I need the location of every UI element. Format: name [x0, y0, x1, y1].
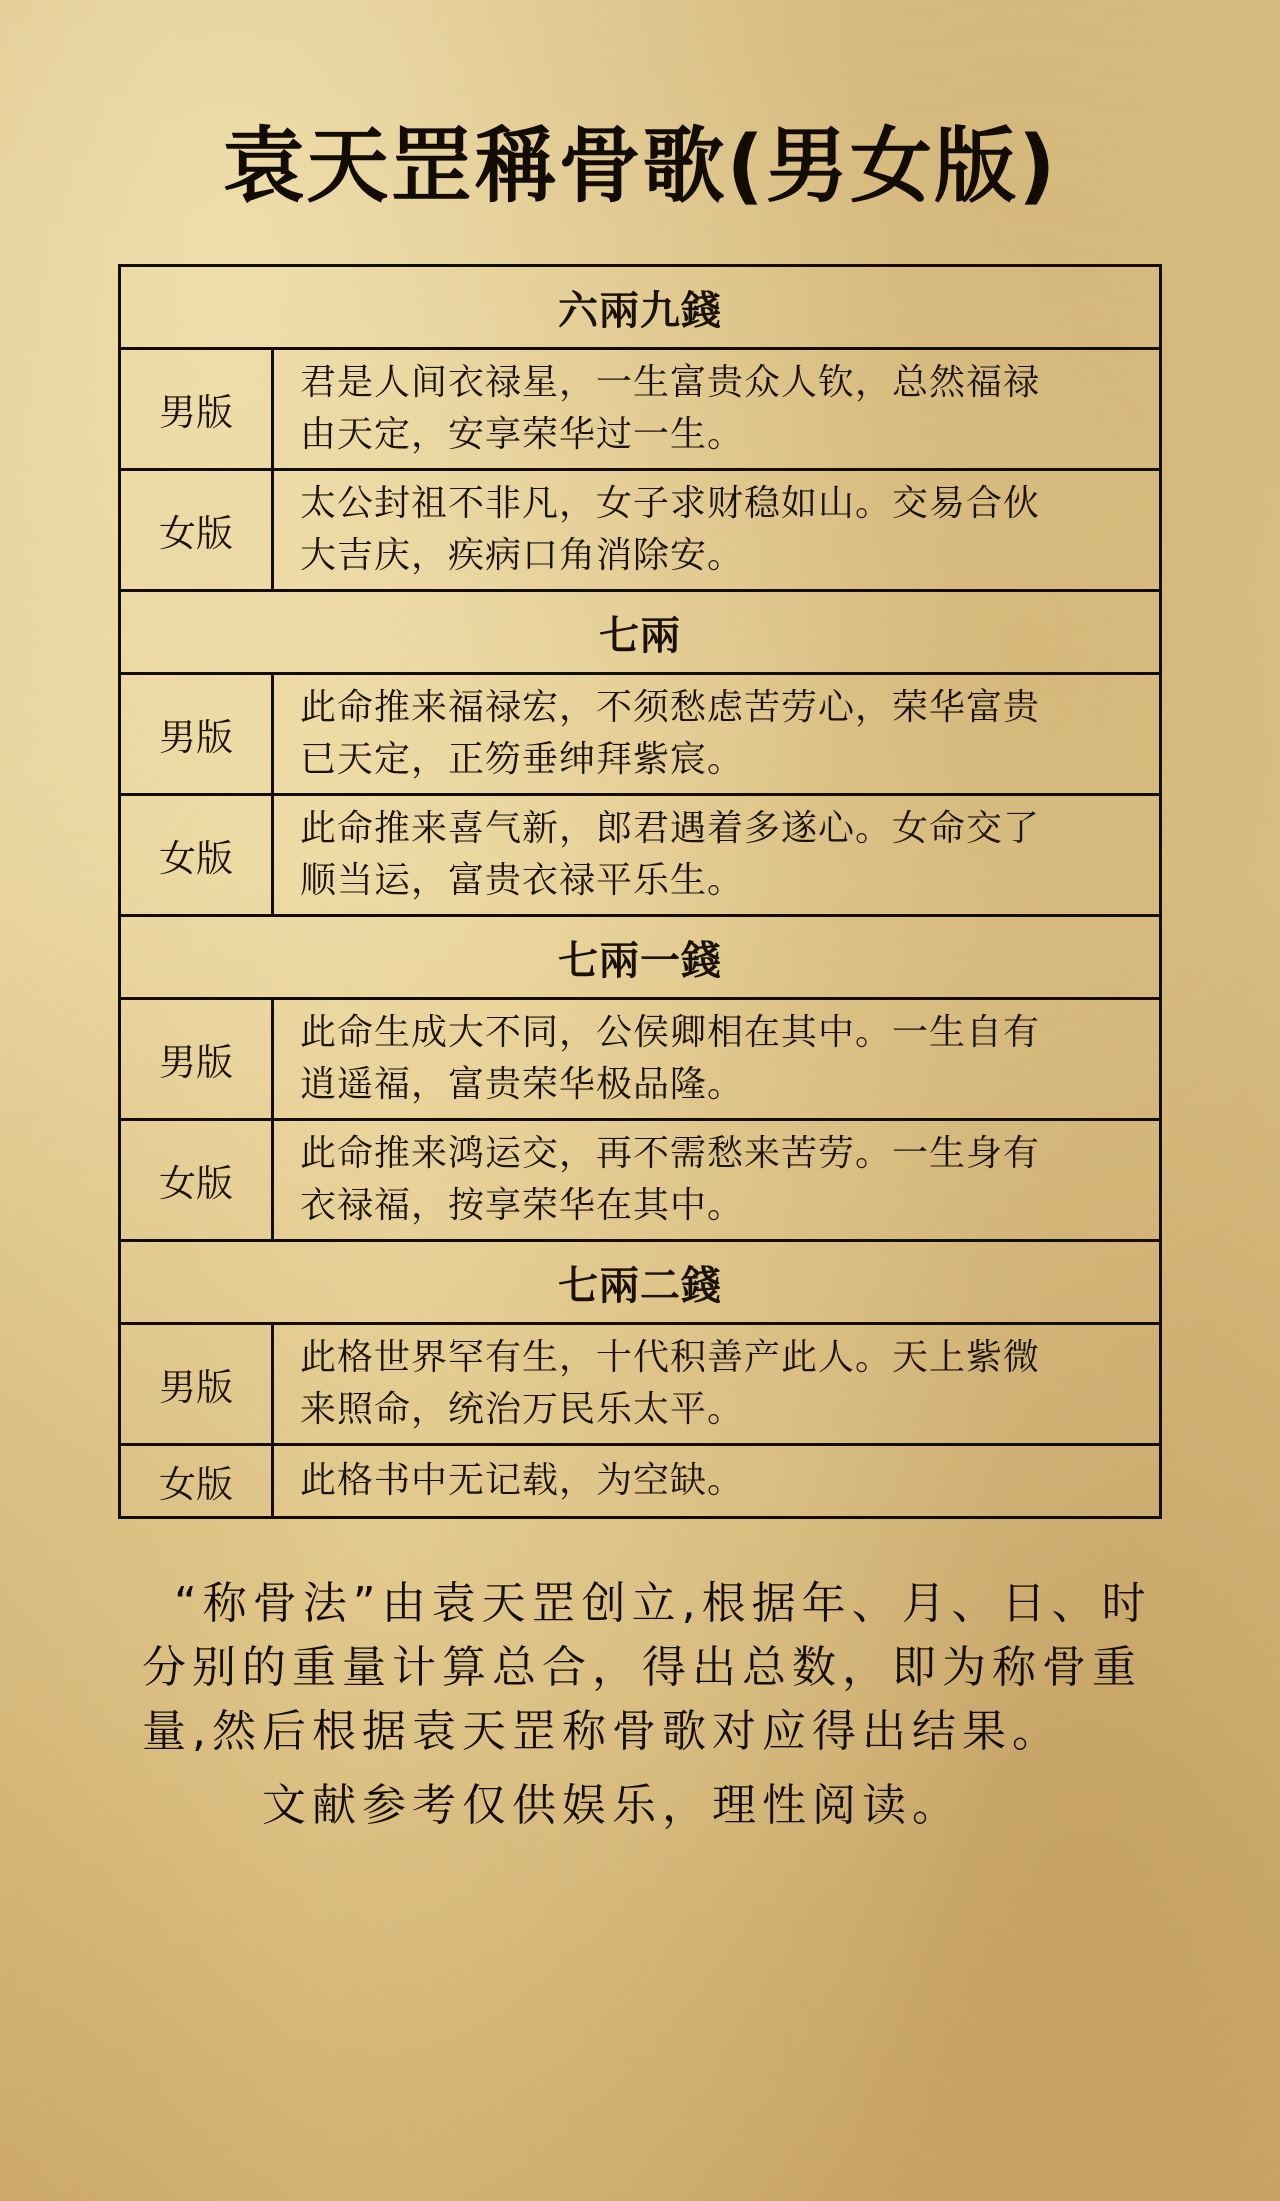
disclaimer-paragraph: 文献参考仅供娱乐，理性阅读。: [262, 1780, 962, 1831]
row-label-female: 女版: [121, 1446, 274, 1516]
section-header: 七兩: [121, 592, 1159, 675]
table-row: [121, 1446, 1159, 1516]
row-verse: [274, 675, 1159, 793]
table-row: [121, 350, 1159, 471]
row-verse: [274, 1325, 1159, 1443]
verse-line: 顺当运，富贵衣禄平乐生。: [300, 860, 745, 901]
verse-line: 太公封祖不非凡，女子求财稳如山。交易合伙: [300, 483, 1041, 524]
row-label-female: 女版: [121, 471, 274, 589]
section-header: 七兩二錢: [121, 1242, 1159, 1325]
row-verse: [274, 471, 1159, 589]
table-row: [121, 675, 1159, 796]
verse-line: 此命推来鸿运交，再不需愁来苦劳。一生身有: [300, 1133, 1041, 1174]
table-row: [121, 1325, 1159, 1446]
row-label-male: 男版: [121, 675, 274, 793]
verse-line: 君是人间衣禄星，一生富贵众人钦，总然福禄: [300, 362, 1041, 403]
table-row: [121, 1121, 1159, 1242]
row-label-male: 男版: [121, 1000, 274, 1118]
row-verse: [274, 350, 1159, 468]
verse-line: 此命生成大不同，公侯卿相在其中。一生自有: [300, 1012, 1041, 1053]
row-label-male: 男版: [121, 1325, 274, 1443]
verse-line: 逍遥福，富贵荣华极品隆。: [300, 1064, 745, 1105]
table-row: [121, 1000, 1159, 1121]
verse-line: 来照命，统治万民乐太平。: [300, 1389, 745, 1430]
verse-line: 大吉庆，疾病口角消除安。: [300, 535, 745, 576]
weight-table: [118, 264, 1162, 1519]
section-header: 七兩一錢: [121, 917, 1159, 1000]
verse-line: 此格书中无记载，为空缺。: [300, 1460, 745, 1501]
explanation-note: [142, 1572, 1152, 1838]
verse-line: 此命推来福禄宏，不须愁虑苦劳心，荣华富贵: [300, 687, 1041, 728]
verse-line: 衣禄福，按享荣华在其中。: [300, 1185, 745, 1226]
note-paragraph: “称骨法”由袁天罡创立,根据年、月、日、时分别的重量计算总合，得出总数，即为称骨重量,然后根据袁天罡称骨歌对应得出结果。: [142, 1578, 1152, 1757]
table-row: [121, 471, 1159, 592]
row-label-female: 女版: [121, 1121, 274, 1239]
row-verse: [274, 1121, 1159, 1239]
row-verse: [274, 1000, 1159, 1118]
row-label-female: 女版: [121, 796, 274, 914]
table-row: [121, 796, 1159, 917]
row-label-male: 男版: [121, 350, 274, 468]
verse-line: 已天定，正笏垂绅拜紫宸。: [300, 739, 745, 780]
verse-line: 此格世界罕有生，十代积善产此人。天上紫微: [300, 1337, 1041, 1378]
section-header: 六兩九錢: [121, 267, 1159, 350]
row-verse: [274, 796, 1159, 914]
verse-line: 由天定，安享荣华过一生。: [300, 414, 745, 455]
row-verse: [274, 1446, 1159, 1516]
verse-line: 此命推来喜气新，郎君遇着多遂心。女命交了: [300, 808, 1041, 849]
page-title: 袁天罡稱骨歌(男女版): [222, 119, 1058, 214]
